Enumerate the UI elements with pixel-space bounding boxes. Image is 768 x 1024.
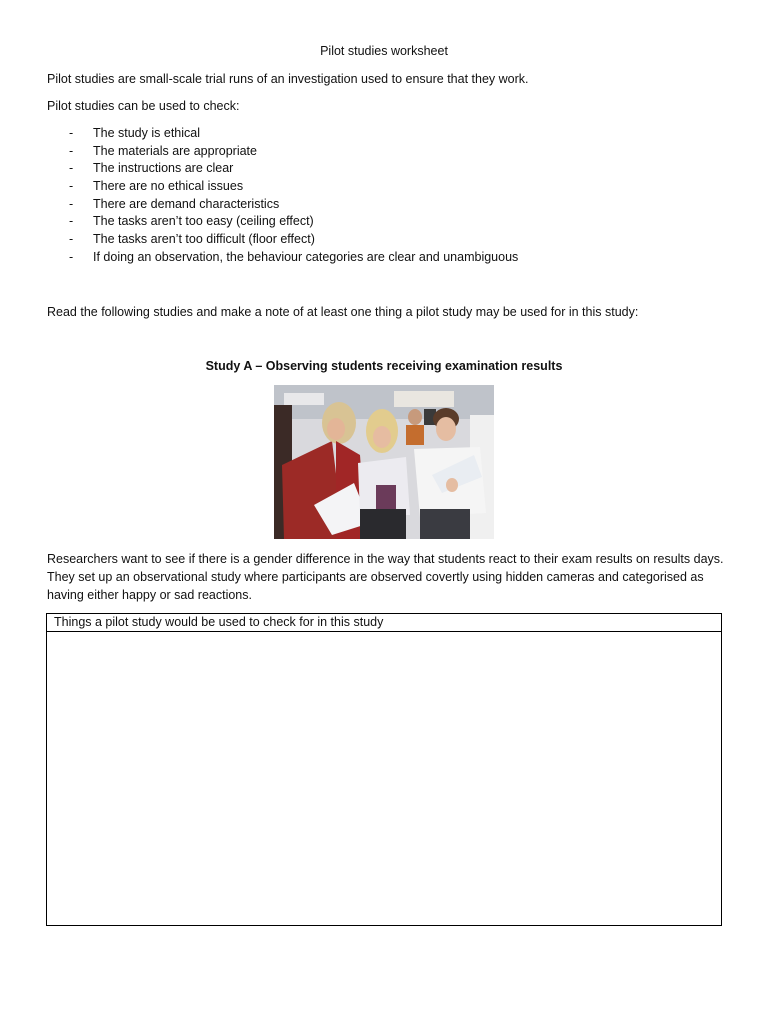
bullet-marker: - xyxy=(69,196,74,211)
bullet-marker: - xyxy=(69,249,74,264)
bullet-marker: - xyxy=(69,161,74,176)
table-header: Things a pilot study would be used to check for in this study xyxy=(47,614,721,632)
answer-table xyxy=(46,613,722,926)
page-title: Pilot studies worksheet xyxy=(320,44,448,58)
bullet-marker: - xyxy=(69,126,74,140)
intro-text: Pilot studies are small-scale trial runs of an investigation used to ensure that they work. xyxy=(47,72,529,86)
check-heading: Pilot studies can be used to check: xyxy=(47,99,240,113)
bullet-marker: - xyxy=(69,143,74,158)
study-title: Study A – Observing students receiving examination results xyxy=(205,359,563,373)
answer-area[interactable] xyxy=(47,632,721,925)
study-description: Researchers want to see if there is a gender difference in the way that students react to their exam results on results days. They set up an observational study where participants are observed covertly using hidden cameras and categorised as having either happy or sad reactions. xyxy=(47,552,724,602)
instruction-text: Read the following studies and make a note of at least one thing a pilot study may be used for in this study: xyxy=(47,305,639,319)
students-photo xyxy=(274,385,494,539)
bullet-marker: - xyxy=(69,179,74,194)
bullet-marker: - xyxy=(69,214,74,229)
bullet-marker: - xyxy=(69,232,74,247)
